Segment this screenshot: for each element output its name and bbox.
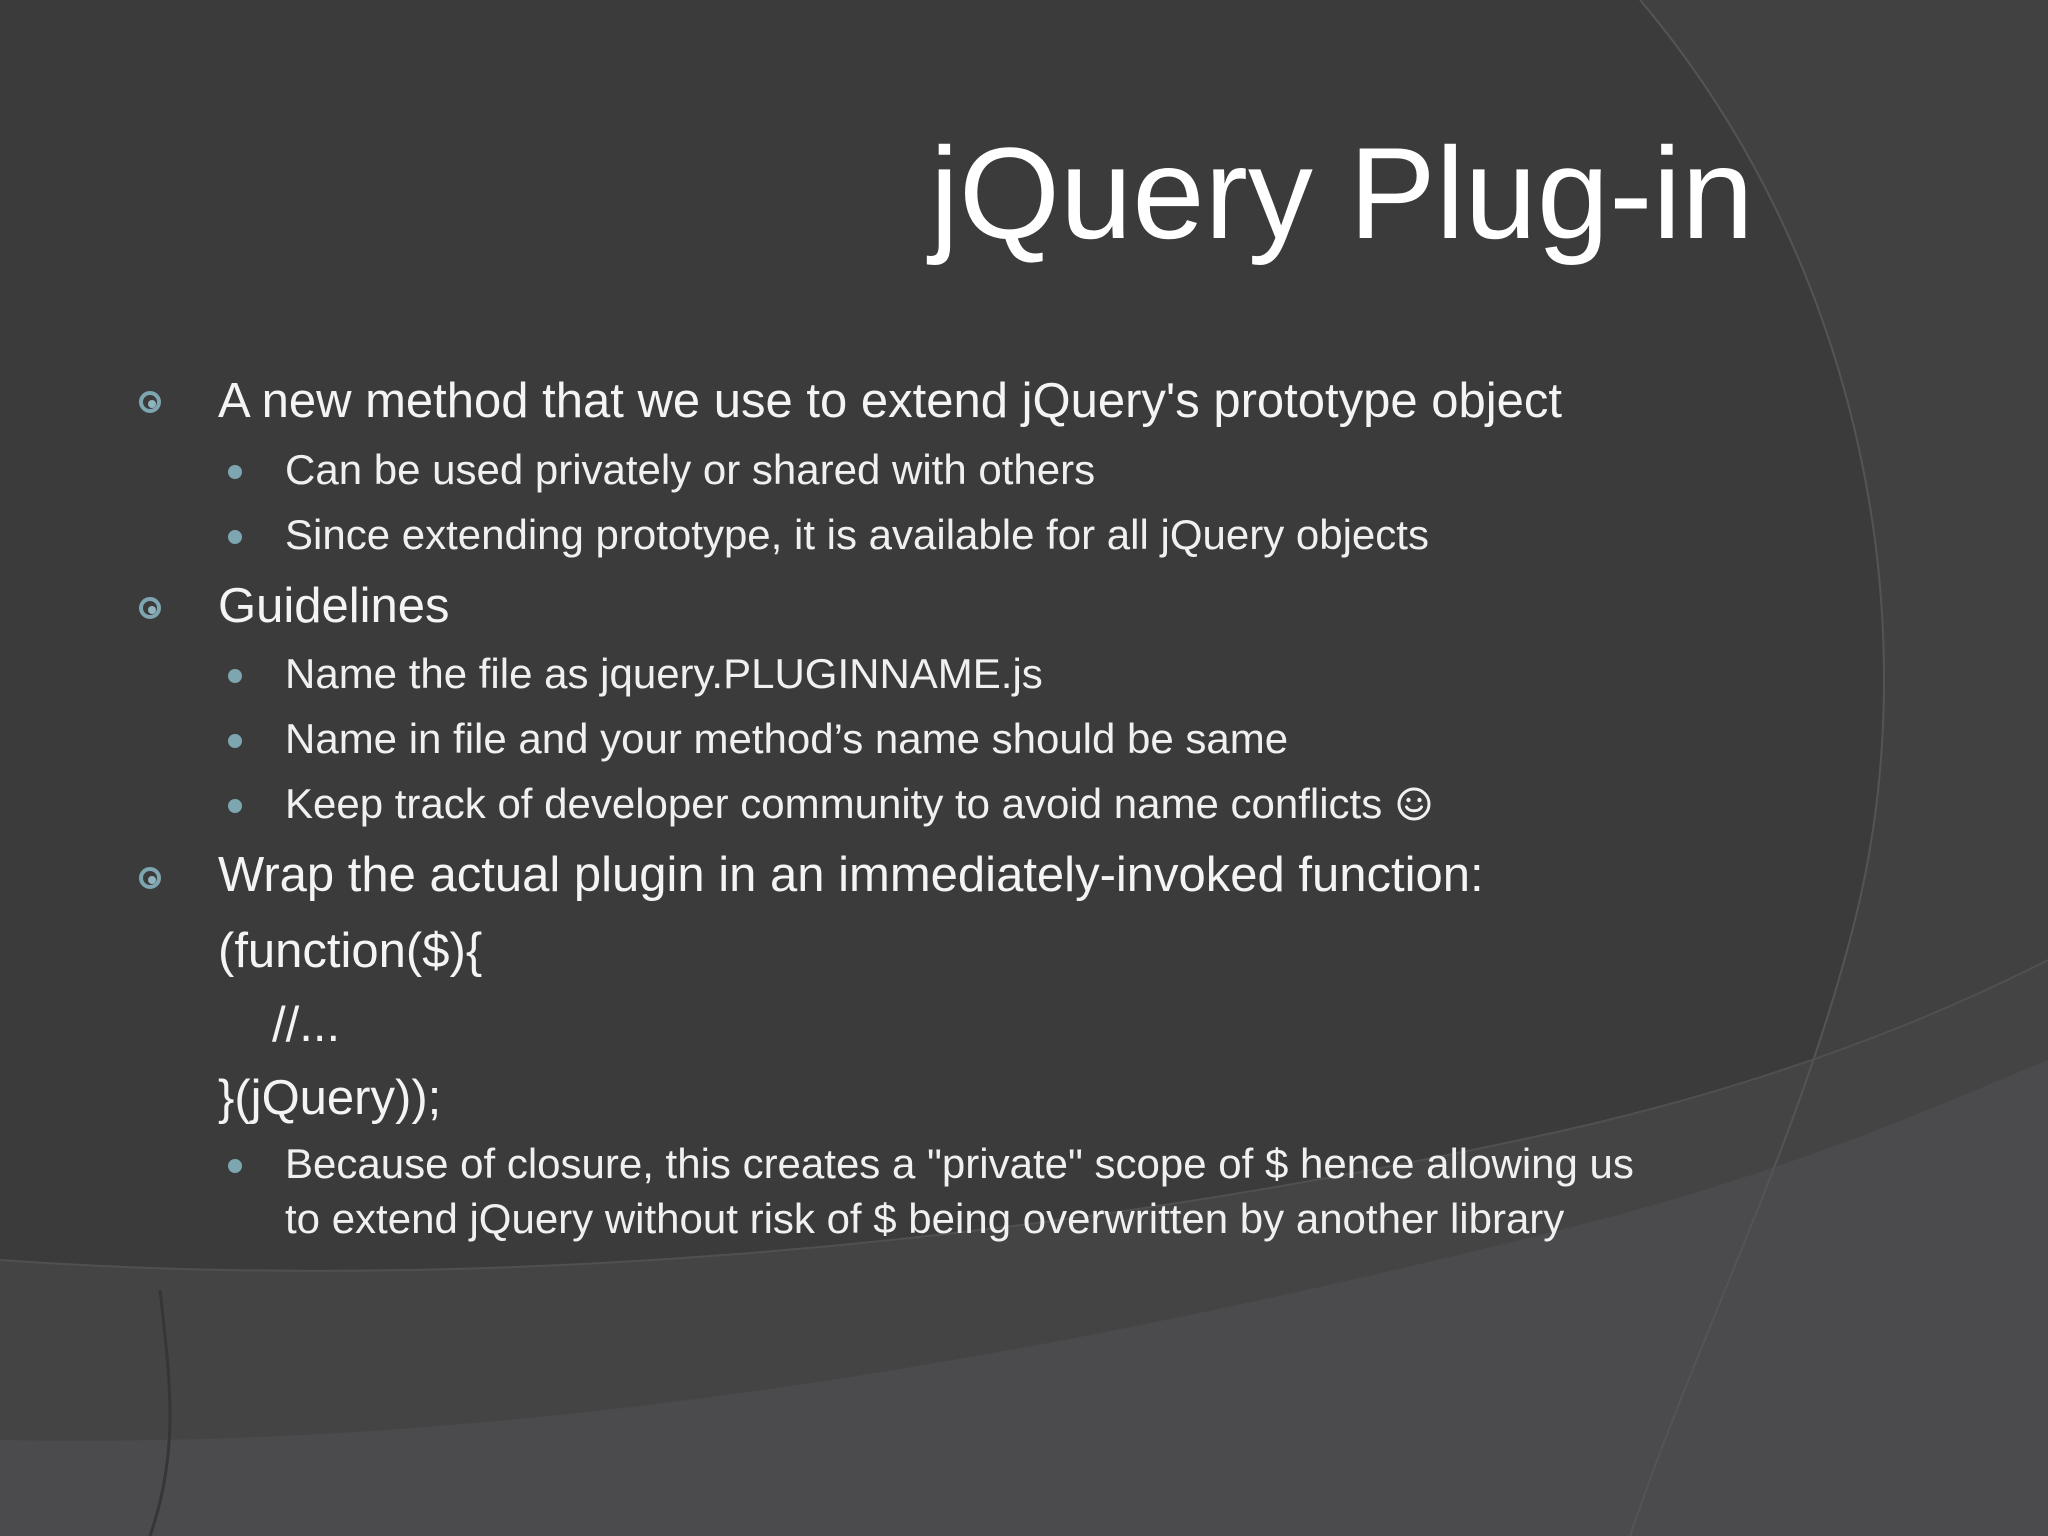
bullet-2-sub-3-row (285, 777, 1432, 831)
dot-bullet-icon (228, 465, 242, 479)
bullet-2-sub-3: Keep track of developer community to avoid name conflicts (285, 780, 1383, 827)
dot-bullet-icon (228, 1159, 242, 1173)
code-line-2: //... (272, 998, 341, 1052)
bullet-2-sub-1: Name the file as jquery.PLUGINNAME.js (285, 650, 1043, 697)
smiley-face-icon (1396, 786, 1432, 822)
code-line-1: (function($){ (218, 924, 483, 978)
slide-title: jQuery Plug-in (930, 120, 1754, 266)
dot-bullet-icon (228, 799, 242, 813)
bullet-1-sub-2: Since extending prototype, it is available for all jQuery objects (285, 511, 1429, 558)
bullet-3-sub-1-line-1: Because of closure, this creates a "private" scope of $ hence allowing us (285, 1140, 1634, 1187)
dot-bullet-icon (228, 669, 242, 683)
circle-target-bullet-icon (139, 391, 161, 413)
code-line-3: }(jQuery)); (218, 1071, 442, 1125)
bullet-1-sub-1: Can be used privately or shared with others (285, 446, 1096, 493)
circle-target-bullet-icon (139, 867, 161, 889)
circle-target-bullet-icon (139, 597, 161, 619)
bullet-1-text: A new method that we use to extend jQuery's prototype object (218, 374, 1563, 428)
bullet-3-sub-1-line-2: to extend jQuery without risk of $ being overwritten by another library (285, 1195, 1565, 1242)
bullet-2-text: Guidelines (218, 579, 450, 633)
bullet-2-sub-2: Name in file and your method’s name should be same (285, 715, 1289, 762)
dot-bullet-icon (228, 734, 242, 748)
dot-bullet-icon (228, 530, 242, 544)
bullet-3-text: Wrap the actual plugin in an immediately-invoked function: (218, 848, 1484, 902)
